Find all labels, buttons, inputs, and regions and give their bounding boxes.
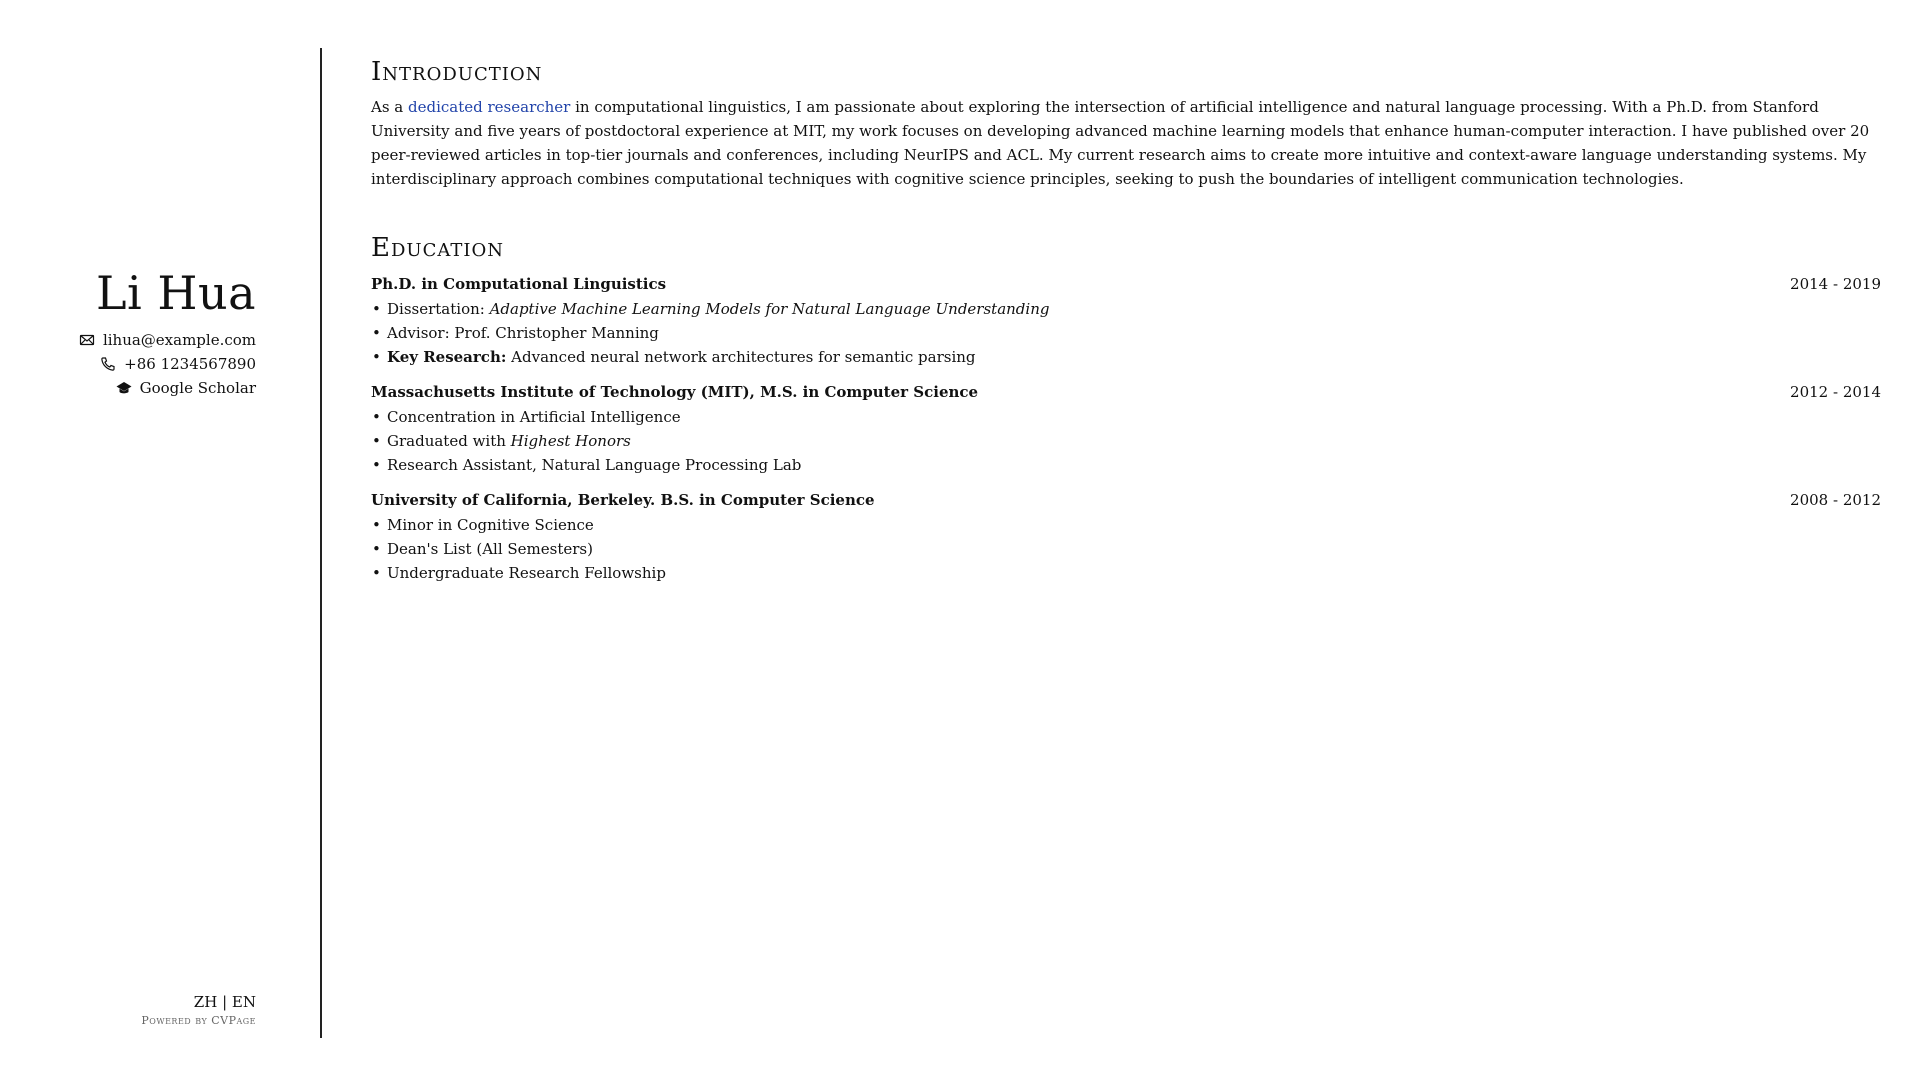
lang-separator: | bbox=[222, 993, 228, 1011]
sidebar bbox=[0, 48, 322, 1038]
item-text: Undergraduate Research Fellowship bbox=[387, 564, 666, 582]
degree-title: Massachusetts Institute of Technology (MIT), M.S. in Computer Science bbox=[371, 383, 979, 401]
introduction-text bbox=[371, 95, 1871, 191]
item-text: Concentration in Artificial Intelligence bbox=[387, 408, 681, 426]
phone-icon bbox=[100, 356, 116, 372]
dissertation-title: Adaptive Machine Learning Models for Natural Language Understanding bbox=[489, 300, 1050, 318]
list-item bbox=[371, 429, 1881, 453]
list-item bbox=[371, 297, 1881, 321]
introduction-title: Introduction bbox=[371, 57, 543, 87]
list-item bbox=[371, 405, 1881, 429]
list-item bbox=[371, 537, 1881, 561]
list-item bbox=[371, 561, 1881, 585]
envelope-icon bbox=[79, 332, 95, 348]
edu-head bbox=[371, 487, 1881, 513]
item-text: Dean's List (All Semesters) bbox=[387, 540, 593, 558]
degree-title: University of California, Berkeley. B.S. in Computer Science bbox=[371, 491, 875, 509]
degree-date: 2014 - 2019 bbox=[1790, 275, 1881, 293]
item-text: Advisor: Prof. Christopher Manning bbox=[387, 324, 659, 342]
item-prefix: Graduated with bbox=[387, 432, 511, 450]
item-text: Minor in Cognitive Science bbox=[387, 516, 594, 534]
email-link[interactable]: lihua@example.com bbox=[102, 331, 256, 349]
education-entry-ms bbox=[371, 379, 1881, 477]
education-entry-phd bbox=[371, 271, 1881, 369]
email-row[interactable] bbox=[79, 328, 256, 352]
lang-en-link[interactable]: EN bbox=[231, 993, 256, 1011]
list-item bbox=[371, 345, 1881, 369]
edu-list bbox=[371, 405, 1881, 477]
intro-lead: As a bbox=[371, 98, 409, 116]
profile-block bbox=[79, 266, 256, 400]
edu-list bbox=[371, 297, 1881, 369]
item-text: Advanced neural network architectures for semantic parsing bbox=[506, 348, 976, 366]
degree-date: 2008 - 2012 bbox=[1790, 491, 1881, 509]
education-entry-bs bbox=[371, 487, 1881, 585]
phone-link[interactable]: +86 1234567890 bbox=[124, 355, 256, 373]
list-item bbox=[371, 513, 1881, 537]
item-bold-label: Key Research: bbox=[387, 348, 507, 366]
introduction-section bbox=[371, 55, 1881, 191]
phone-row[interactable] bbox=[79, 352, 256, 376]
main-content bbox=[371, 55, 1881, 595]
education-section bbox=[371, 231, 1881, 585]
item-text: Research Assistant, Natural Language Processing Lab bbox=[387, 456, 802, 474]
intro-body: in computational linguistics, I am passionate about exploring the intersection of artificial intelligence and natural language processing. With a Ph.D. from Stanford University and five years of postdoctoral experience at MIT, my work focuses on developing advanced machine learning models that enhance human-computer interaction. I have published over 20 peer-reviewed articles in top-tier journals and conferences, including NeurIPS and ACL. My current research aims to create more intuitive and context-aware language understanding systems. My interdisciplinary approach combines computational techniques with cognitive science principles, seeking to push the boundaries of intelligent communication technologies. bbox=[371, 98, 1870, 188]
language-switcher bbox=[141, 992, 256, 1012]
lang-zh-link[interactable]: ZH bbox=[193, 993, 218, 1011]
profile-name: Li Hua bbox=[95, 266, 256, 320]
sidebar-footer bbox=[141, 992, 256, 1030]
degree-title: Ph.D. in Computational Linguistics bbox=[371, 275, 667, 293]
honors-text: Highest Honors bbox=[510, 432, 631, 450]
list-item bbox=[371, 453, 1881, 477]
edu-head bbox=[371, 379, 1881, 405]
scholar-link[interactable]: Google Scholar bbox=[139, 379, 256, 397]
list-item bbox=[371, 321, 1881, 345]
dedicated-researcher-link[interactable]: dedicated researcher bbox=[408, 98, 571, 116]
education-title: Education bbox=[371, 233, 504, 263]
scholar-row[interactable] bbox=[79, 376, 256, 400]
degree-date: 2012 - 2014 bbox=[1790, 383, 1881, 401]
edu-head bbox=[371, 271, 1881, 297]
edu-list bbox=[371, 513, 1881, 585]
powered-by-link[interactable]: Powered by CVPage bbox=[141, 1014, 256, 1027]
item-prefix: Dissertation: bbox=[387, 300, 490, 318]
graduation-cap-icon bbox=[116, 380, 132, 396]
